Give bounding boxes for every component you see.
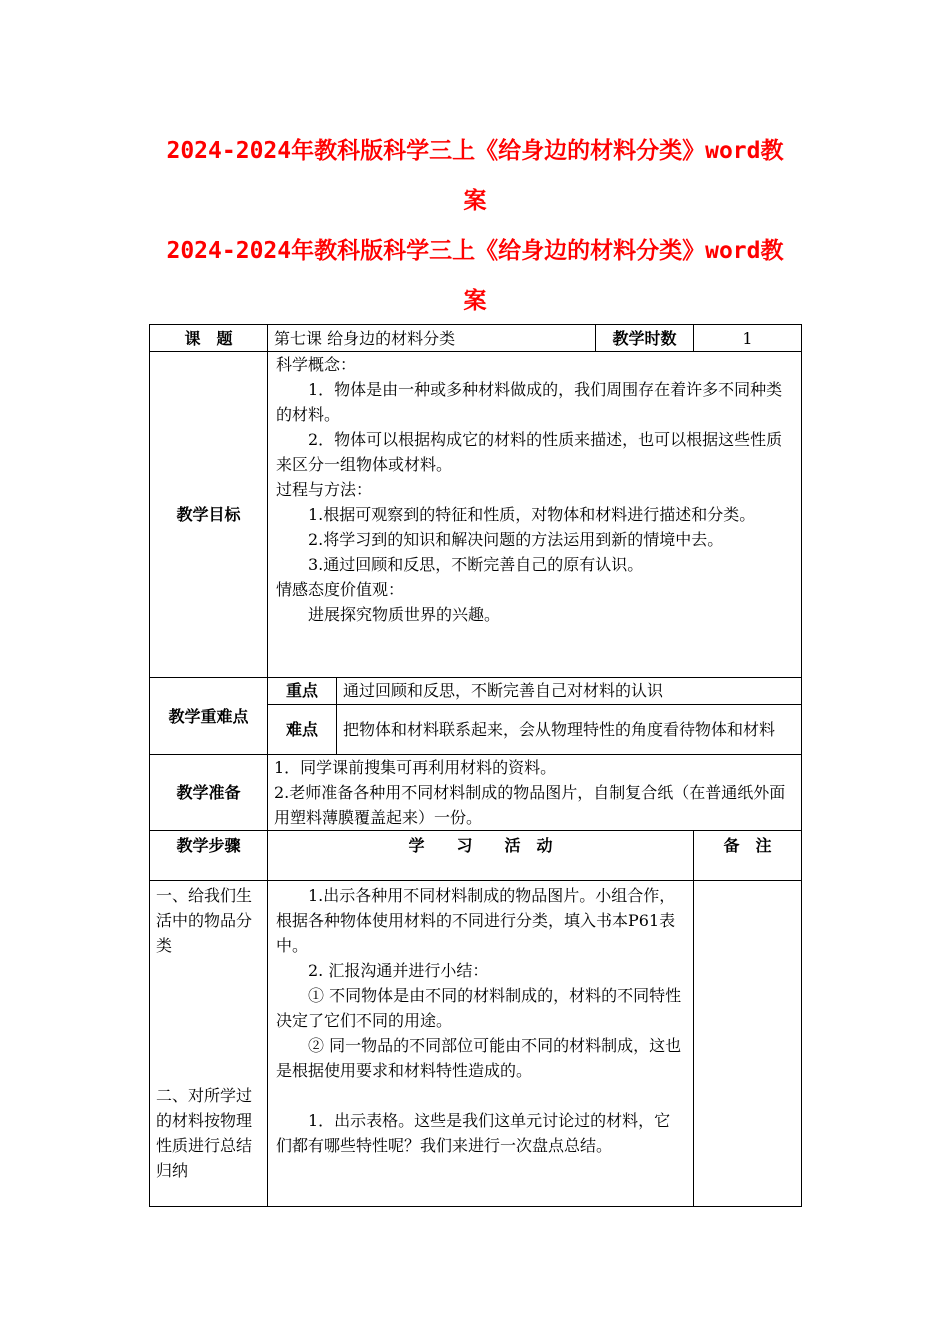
- prep-item: 1．同学课前搜集可再利用材料的资料。: [274, 758, 557, 777]
- difficult-value: 把物体和材料联系起来，会从物理特性的角度看待物体和材料: [343, 719, 776, 739]
- activity-item: 1.出示各种用不同材料制成的物品图片。小组合作，根据各种物体使用材料的不同进行分类，填入书本P61表中。: [276, 886, 676, 955]
- topic-label: 课 题: [150, 325, 268, 352]
- goal-item: 3.通过回顾和反思，不断完善自己的原有认识。: [308, 555, 644, 574]
- goals-heading: 科学概念：: [276, 355, 357, 374]
- step-title: 一、给我们生活中的物品分类: [156, 886, 253, 955]
- goals-heading: 情感态度价值观：: [276, 580, 405, 599]
- steps-label: 教学步骤: [150, 831, 268, 881]
- prep-item: 2.老师准备各种用不同材料制成的物品图片，自制复合纸（在普通纸外面用塑料薄膜覆盖起来）一份。: [274, 783, 786, 827]
- keypoints-content: [268, 678, 802, 755]
- key-value: 通过回顾和反思，不断完善自己对材料的认识: [337, 678, 802, 704]
- goals-content: [268, 352, 802, 678]
- activities: [268, 881, 694, 1207]
- title-line: 2024-2024年教科版科学三上《给身边的材料分类》word教: [166, 138, 784, 164]
- activity-item: 1．出示表格。这些是我们这单元讨论过的材料，它们都有哪些特性呢？我们来进行一次盘点总结。: [276, 1111, 671, 1155]
- lesson-plan-table: [149, 324, 802, 1207]
- prep-label: 教学准备: [150, 755, 268, 831]
- goals-heading: 过程与方法：: [276, 480, 373, 499]
- hours-value: 1: [694, 325, 802, 352]
- activity-item: ② 同一物品的不同部位可能由不同的材料制成，这也是根据使用要求和材料特性造成的。: [276, 1036, 682, 1080]
- goals-label: 教学目标: [150, 352, 268, 678]
- difficult-label: 难点: [268, 704, 337, 754]
- prep-content: [268, 755, 802, 831]
- goal-item: 1.根据可观察到的特征和性质，对物体和材料进行描述和分类。: [308, 505, 756, 524]
- topic-value: 第七课 给身边的材料分类: [268, 325, 596, 352]
- notes-content: [694, 881, 802, 1207]
- title-line: 案: [463, 288, 487, 314]
- goal-item: 2.将学习到的知识和解决问题的方法运用到新的情境中去。: [308, 530, 724, 549]
- goal-item: 2．物体可以根据构成它的材料的性质来描述，也可以根据这些性质来区分一组物体或材料。: [276, 430, 783, 474]
- goal-item: 进展探究物质世界的兴趣。: [308, 605, 501, 624]
- title-line: 案: [463, 188, 487, 214]
- keypoints-label: 教学重难点: [150, 678, 268, 755]
- document-title: [140, 126, 810, 226]
- activity-label: 学 习 活 动: [268, 831, 694, 881]
- activity-item: 2. 汇报沟通并进行小结：: [308, 961, 489, 980]
- hours-label: 教学时数: [596, 325, 694, 352]
- step-title: 二、对所学过的材料按物理性质进行总结归纳: [156, 1086, 253, 1180]
- goal-item: 1．物体是由一种或多种材料做成的，我们周围存在着许多不同种类的材料。: [276, 380, 783, 424]
- title-line: 2024-2024年教科版科学三上《给身边的材料分类》word教: [166, 238, 784, 264]
- activity-item: ① 不同物体是由不同的材料制成的，材料的不同特性决定了它们不同的用途。: [276, 986, 682, 1030]
- notes-label: 备 注: [694, 831, 802, 881]
- key-label: 重点: [268, 678, 337, 704]
- steps-titles: [150, 881, 268, 1207]
- document-title-repeat: [140, 226, 810, 326]
